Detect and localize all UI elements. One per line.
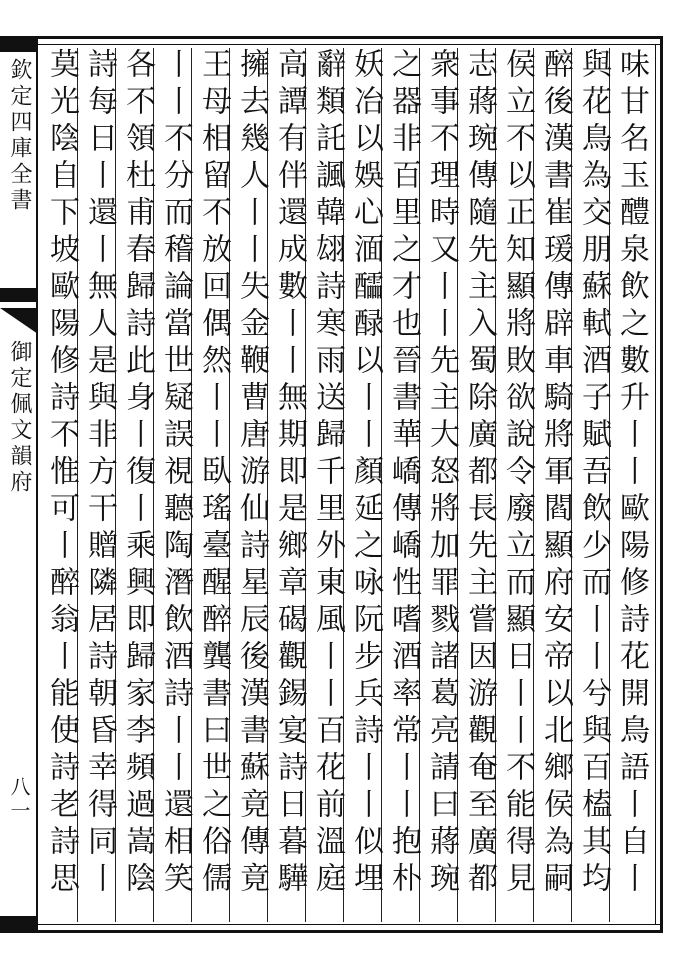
text-column: 各不領杜甫春歸詩此身丨復丨乘興即歸家李頻過嵩陰 [120, 48, 155, 899]
frame-right-inner-border [655, 44, 656, 925]
text-column: 莫光陰自下坡歐陽修詩不惟可丨醉翁丨能使詩老詩思 [44, 48, 79, 899]
text-column: 擁去幾人丨丨失金鞭曹唐游仙詩星辰後漢書蘇竟傳竟 [234, 48, 269, 899]
text-column: 妖冶以娛心湎醽醁以丨丨顏延之咏阮步兵詩丨丨似埋 [348, 48, 383, 899]
frame-bottom-inner-border [38, 924, 663, 925]
text-column: 侯立不以正知顯將敗欲說令廢立而顯日丨丨不能得見 [500, 48, 535, 899]
text-column: 味甘名玉醴泉飲之數升丨丨歐陽修詩花開鳥語丨自丨 [614, 48, 649, 899]
text-column: 辭類託諷韓翃詩寒雨送歸千里外東風丨丨百花前溫庭 [310, 48, 345, 899]
text-column: 醉後漢書崔瑗傳辟車騎將軍閻顯府安帝以北鄉侯為嗣 [538, 48, 573, 899]
text-column: 丨丨不分而稽論當世疑誤視聽陶潛飲酒詩丨丨還相笑 [158, 48, 193, 899]
text-column: 與花鳥為交朋蘇軾酒子賦吾飲少而丨丨兮與百榼其均 [576, 48, 611, 899]
frame-bottom-border [38, 930, 663, 933]
frame-right-border [660, 36, 663, 933]
spine-border-line [36, 36, 38, 933]
spine-book-title: 御定佩文韻府 [7, 340, 32, 496]
text-column: 之器非百里之才也晉書華嶠傳嶠性嗜酒率常丨丨抱朴 [386, 48, 421, 899]
text-columns [44, 48, 654, 922]
spine-black-band-top [0, 36, 38, 52]
text-column: 王母相留不放回偶然丨丨臥瑤臺醒醉龔書曰世之俗儒 [196, 48, 231, 899]
frame-top-border [38, 36, 663, 39]
text-column: 志蔣琬傳隨先主入蜀除廣都長先主嘗因游觀奄至廣都 [462, 48, 497, 899]
spine-page-number: 八一 [7, 776, 31, 824]
text-column: 衆事不理時又丨丨先主大怒將加罪戮諸葛亮請曰蔣琬 [424, 48, 459, 899]
spine-collection-title: 欽定四庫全書 [7, 58, 32, 214]
frame-top-inner-border [38, 44, 663, 45]
spine-black-band-bottom [0, 916, 38, 933]
spine-margin [0, 36, 38, 933]
text-column: 高譚有伴還成數丨丨無期即是鄉章碣觀錫宴詩日暮驊 [272, 48, 307, 899]
text-column: 詩每日丨還丨無人是與非方干贈隣居詩朝昏幸得同丨 [82, 48, 117, 899]
spine-black-band-middle [0, 288, 38, 302]
fish-tail-mark-icon [0, 308, 38, 334]
